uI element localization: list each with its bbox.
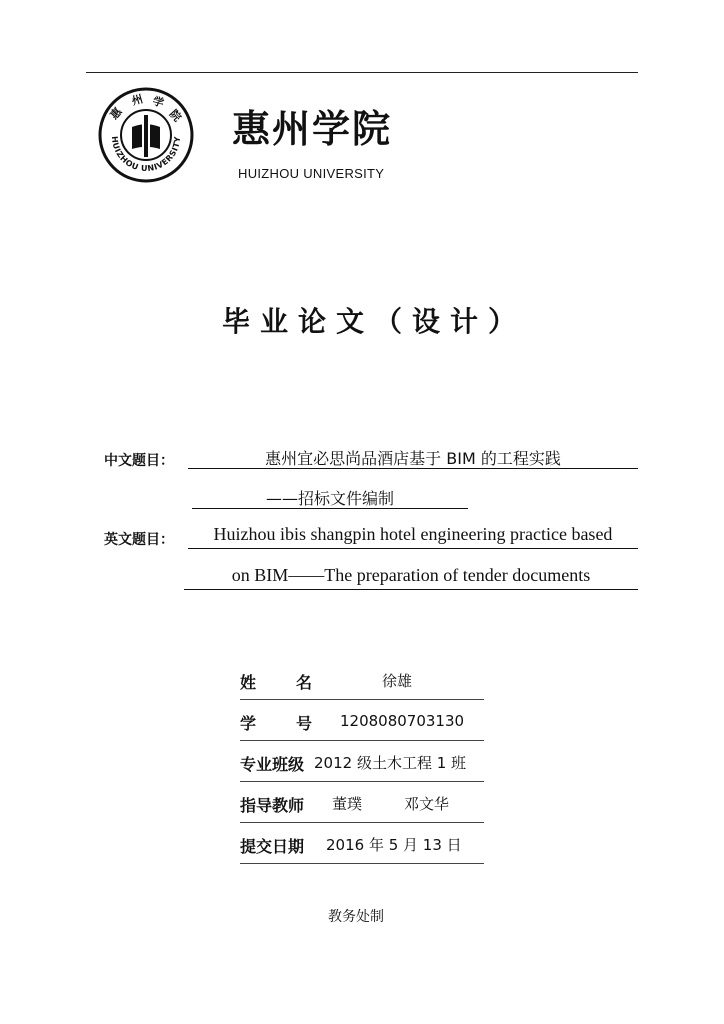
date-value: 2016 年 5 月 13 日 <box>326 836 462 854</box>
university-name-en: HUIZHOU UNIVERSITY <box>238 166 385 181</box>
class-value: 2012 级土木工程 1 班 <box>314 754 467 772</box>
en-title-line-1: Huizhou ibis shangpin hotel engineering practice based <box>188 524 638 549</box>
id-label-1: 学 <box>240 714 257 733</box>
name-value: 徐雄 <box>382 672 413 690</box>
date-label: 提交日期 <box>240 837 305 856</box>
advisor-underline <box>240 822 484 823</box>
seal-char-4: 院 <box>166 107 184 125</box>
cn-title-label: 中文题目： <box>104 453 174 469</box>
advisor-label: 指导教师 <box>240 796 305 815</box>
top-rule <box>86 72 638 73</box>
class-underline <box>240 781 484 782</box>
name-label-2: 名 <box>296 673 313 692</box>
university-seal-logo <box>98 87 194 183</box>
cn-title-line-1: 惠州宜必思尚品酒店基于 BIM 的工程实践 <box>188 446 638 469</box>
id-label-2: 号 <box>296 714 313 733</box>
name-underline <box>240 699 484 700</box>
seal-char-3: 学 <box>151 94 166 110</box>
id-underline <box>240 740 484 741</box>
advisor-1: 董璞 <box>332 795 363 813</box>
class-label: 专业班级 <box>240 755 305 774</box>
name-label-1: 姓 <box>240 673 257 692</box>
date-underline <box>240 863 484 864</box>
seal-char-2: 州 <box>130 92 145 108</box>
advisor-2: 邓文华 <box>404 795 450 813</box>
seal-bottom-textpath: HUIZHOU UNIVERSITY <box>109 135 183 174</box>
university-name-cn: 惠州学院 <box>232 106 393 151</box>
issuing-office: 教务处制 <box>328 909 384 925</box>
student-id-value: 1208080703130 <box>340 712 465 730</box>
seal-char-1: 惠 <box>107 105 125 123</box>
document-title: 毕业论文（设计） <box>222 305 527 338</box>
en-title-line-2: on BIM——The preparation of tender documents <box>184 565 638 590</box>
cn-title-line-2: ——招标文件编制 <box>192 486 468 509</box>
en-title-label: 英文题目： <box>104 532 174 548</box>
